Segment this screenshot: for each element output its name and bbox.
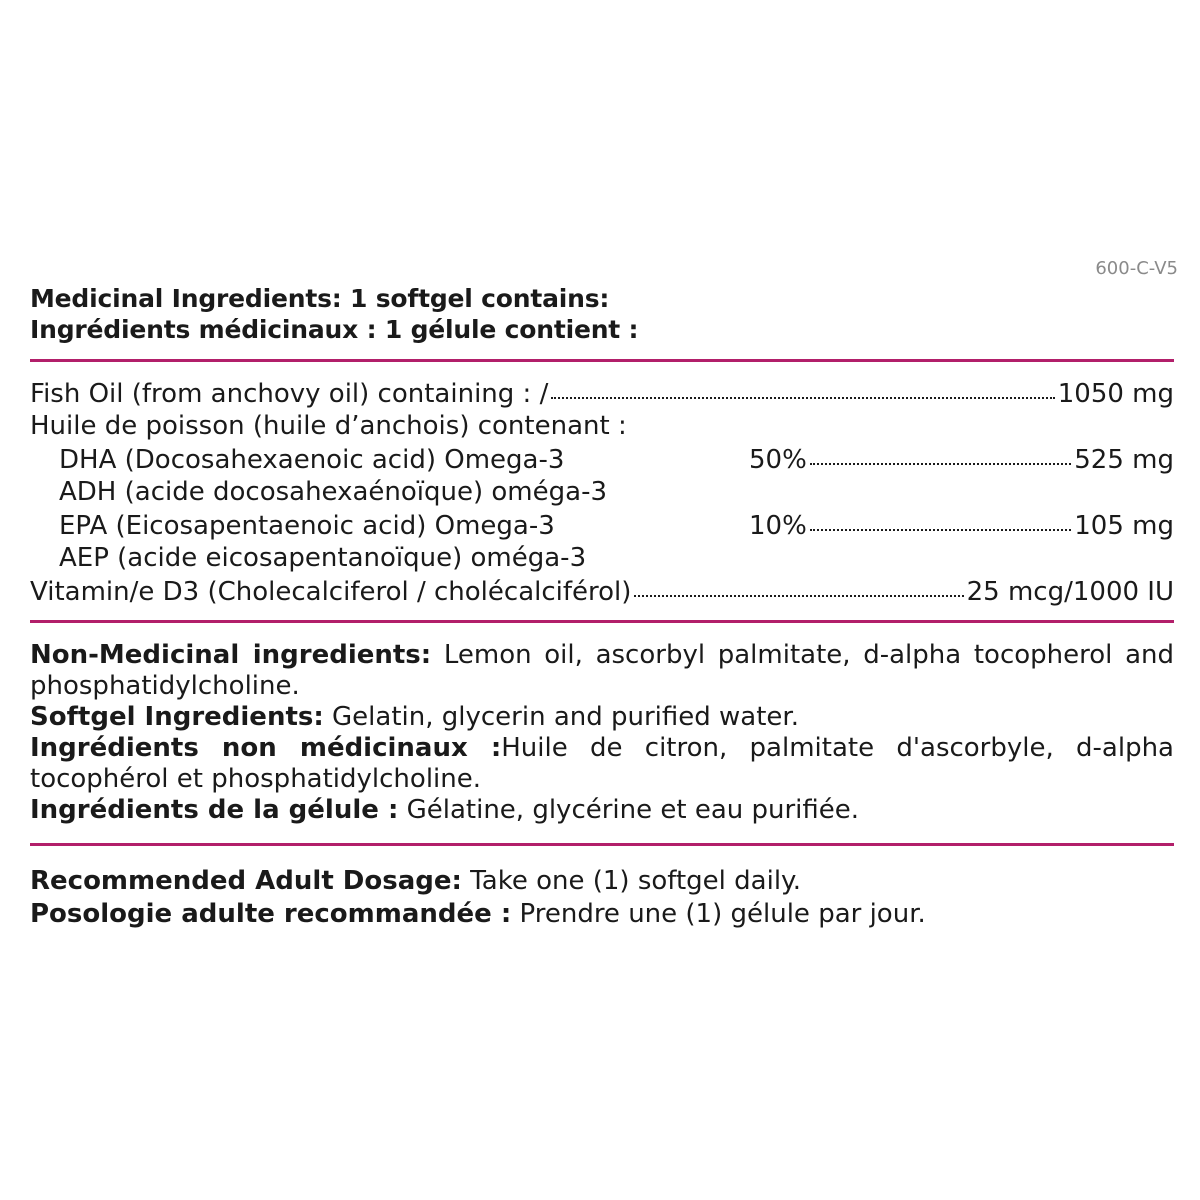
label-code: 600-C-V5: [1095, 258, 1178, 279]
header-line-fr: Ingrédients médicinaux : 1 gélule contient :: [30, 315, 639, 344]
divider-rule: [30, 359, 1174, 362]
non-medicinal-section: [30, 640, 1174, 826]
dosage-section: [30, 865, 1174, 931]
dosage-fr-text: Prendre une (1) gélule par jour.: [511, 899, 926, 929]
vitamin-d3-row: [30, 574, 1174, 609]
dot-leader: [810, 508, 1071, 534]
dha-percent: 50%: [749, 445, 807, 475]
dosage-fr: [30, 898, 1174, 931]
epa-label: EPA (Eicosapentaenoic acid) Omega-3: [59, 511, 555, 541]
non-medicinal-fr: [30, 733, 1174, 795]
gelule-ingredients-fr: [30, 795, 1174, 826]
dot-leader: [810, 442, 1071, 468]
divider-rule: [30, 620, 1174, 623]
non-medicinal-en-title: Non-Medicinal ingredients:: [30, 640, 432, 670]
header-line-en: Medicinal Ingredients: 1 softgel contains:: [30, 284, 610, 313]
dosage-en-title: Recommended Adult Dosage:: [30, 866, 462, 896]
dha-row: [30, 442, 1174, 477]
gelule-ingredients-title: Ingrédients de la gélule :: [30, 795, 399, 825]
dosage-en-text: Take one (1) softgel daily.: [461, 866, 801, 896]
vitamin-d3-label: Vitamin/e D3 (Cholecalciferol / cholécalciférol): [30, 577, 632, 607]
dot-leader: [551, 376, 1054, 402]
fish-oil-row: [30, 376, 1174, 411]
epa-row: [30, 508, 1174, 543]
non-medicinal-fr-title: Ingrédients non médicinaux :: [30, 733, 502, 763]
dosage-en: [30, 865, 1174, 898]
non-medicinal-en: [30, 640, 1174, 702]
medicinal-header: [30, 283, 1174, 345]
dha-label-fr: ADH (acide docosahexaénoïque) oméga-3: [59, 476, 607, 507]
dha-amount: 525 mg: [1074, 445, 1174, 475]
non-medicinal-fr-text: Huile de citron, palmitate d'ascorbyle, d-alpha tocophérol et phosphatidylcholine.: [30, 733, 1174, 794]
softgel-ingredients-en: [30, 702, 1174, 733]
medicinal-ingredients-list: [30, 376, 1174, 609]
fish-oil-label: Fish Oil (from anchovy oil) containing : /: [30, 379, 549, 409]
fish-oil-amount: 1050 mg: [1057, 379, 1174, 409]
fish-oil-label-fr: Huile de poisson (huile d’anchois) contenant :: [30, 410, 627, 441]
divider-rule: [30, 843, 1174, 846]
epa-amount: 105 mg: [1074, 511, 1174, 541]
non-medicinal-en-text: Lemon oil, ascorbyl palmitate, d-alpha tocopherol and phosphatidylcholine.: [30, 640, 1174, 701]
dot-leader: [634, 574, 963, 600]
epa-percent: 10%: [749, 511, 807, 541]
softgel-ingredients-text: Gelatin, glycerin and purified water.: [323, 702, 799, 732]
gelule-ingredients-text: Gélatine, glycérine et eau purifiée.: [398, 795, 860, 825]
vitamin-d3-amount: 25 mcg/1000 IU: [966, 577, 1174, 607]
epa-label-fr: AEP (acide eicosapentanoïque) oméga-3: [59, 542, 587, 573]
softgel-ingredients-title: Softgel Ingredients:: [30, 702, 324, 732]
dosage-fr-title: Posologie adulte recommandée :: [30, 899, 512, 929]
dha-label: DHA (Docosahexaenoic acid) Omega-3: [59, 445, 565, 475]
